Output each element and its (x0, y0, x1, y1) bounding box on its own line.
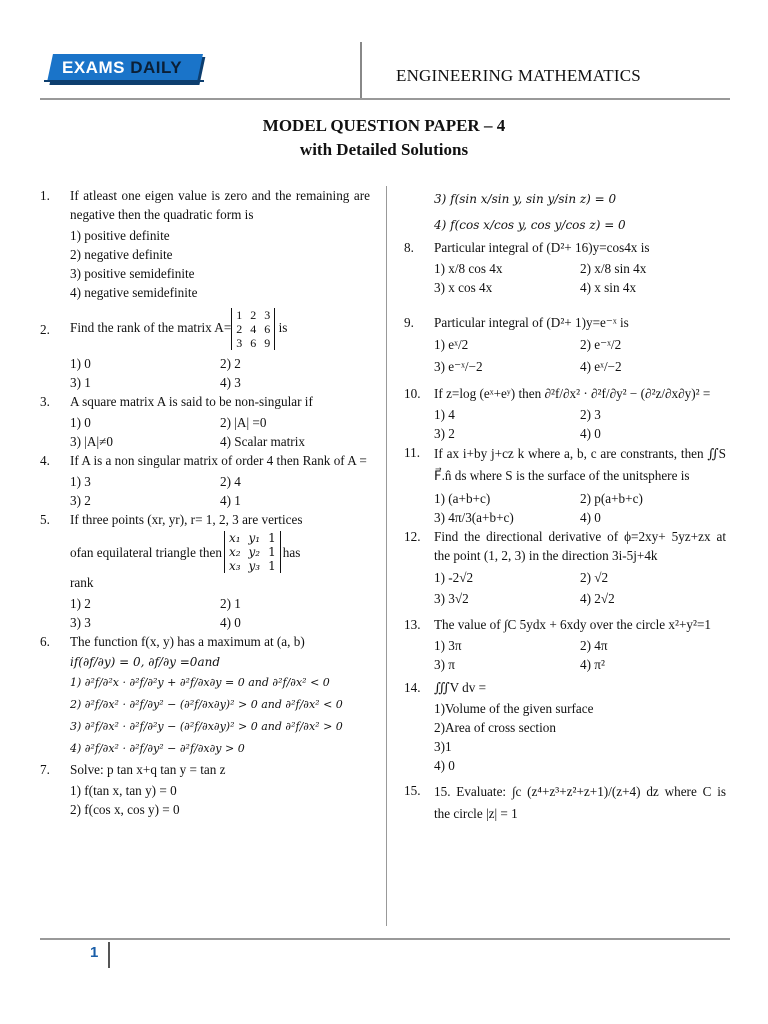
q6-option-2: 2) ∂²f/∂x² · ∂²f/∂y² − (∂²f/∂x∂y)² > 0 and ∂²f/∂x² < 0 (70, 698, 343, 711)
q1-option-1: 1) positive definite (70, 228, 170, 243)
q4-options: 1) 3 2) 4 3) 2 4) 1 (70, 474, 241, 508)
question-6: 6. The function f(x, y) has a maximum at (a, b) (40, 634, 305, 649)
q6-condition: if(∂f/∂y) = 0, ∂f/∂y =0and (70, 655, 221, 669)
page-number: 1 (90, 944, 99, 961)
column-divider (386, 186, 387, 926)
question-15: 15. 15. Evaluate: ∫c (z⁴+z³+z²+z+1)/(z+4) dz where C is the circle |z| = 1 (404, 783, 726, 821)
question-1: 1. If atleast one eigen value is zero and the remaining are negative then the quadratic form is (40, 188, 370, 222)
question-3: 3. A square matrix A is said to be non-singular if (40, 394, 313, 409)
q8-options: 1) x/8 cos 4x 2) x/8 sin 4x 3) x cos 4x 4) x sin 4x (434, 261, 647, 295)
logo-exams-text: EXAMS (62, 58, 125, 77)
q10-options: 1) 4 2) 3 3) 2 4) 0 (434, 407, 601, 441)
question-10: 10. If z=log (eˣ+eʸ) then ∂²f/∂x² · ∂²f/∂y² − (∂²z/∂x∂y)² = (404, 386, 711, 401)
q12-options: 1) -2√2 2) √2 3) 3√2 4) 2√2 (434, 570, 615, 606)
q14-option-1: 1)Volume of the given surface (434, 701, 594, 716)
paper-subtitle: with Detailed Solutions (299, 140, 469, 159)
question-12: 12. Find the directional derivative of ϕ=2xy+ 5yz+zx at the point (1, 2, 3) in the direction 3i-5j+4k (404, 529, 726, 563)
header-rule (40, 98, 730, 100)
question-7: 7. Solve: p tan x+q tan y = tan z (40, 762, 226, 777)
q3-options: 1) 0 2) |A| =0 3) |A|≠0 4) Scalar matrix (70, 415, 305, 449)
question-14: 14. ∭V dv = (404, 680, 487, 695)
question-13: 13. The value of ∫C 5ydx + 6xdy over the circle x²+y²=1 (404, 617, 711, 632)
q1-option-2: 2) negative definite (70, 247, 173, 262)
q6-option-3: 3) ∂²f/∂x² · ∂²f/∂²y − (∂²f/∂x∂y)² > 0 and ∂²f/∂x² > 0 (70, 720, 343, 733)
q14-option-4: 4) 0 (434, 758, 455, 773)
q14-option-2: 2)Area of cross section (434, 720, 556, 735)
q7-option-3: 3) f(sin x/sin y, sin y/sin z) = 0 (434, 192, 617, 206)
q7-option-4: 4) f(cos x/cos y, cos y/cos z) = 0 (434, 218, 626, 232)
paper-title: MODEL QUESTION PAPER – 4 (262, 116, 506, 135)
q7-option-2: 2) f(cos x, cos y) = 0 (70, 802, 180, 817)
question-11: 11. If ax i+by j+cz k where a, b, c are constrants, then ∬S F⃗.n̂ ds where S is the surface of the unitsphere is (404, 445, 726, 483)
footer-rule (40, 938, 730, 940)
logo-daily-text: DAILY (130, 58, 183, 77)
q1-option-3: 3) positive semidefinite (70, 266, 195, 281)
matrix-a: 1 2 3 2 4 6 3 6 9 (231, 308, 275, 350)
header-divider (360, 42, 362, 98)
question-9: 9. Particular integral of (D²+ 1)y=e⁻ˣ is (404, 315, 629, 330)
q11-options: 1) (a+b+c) 2) p(a+b+c) 3) 4π/3(a+b+c) 4) 0 (434, 491, 643, 525)
q1-option-4: 4) negative semidefinite (70, 285, 198, 300)
q6-option-4: 4) ∂²f/∂x² · ∂²f/∂y² − ∂²f/∂x∂y > 0 (70, 742, 245, 755)
q14-option-3: 3)1 (434, 739, 452, 754)
subject-title: ENGINEERING MATHEMATICS (396, 66, 641, 85)
left-column (40, 186, 370, 819)
question-2: 2. Find the rank of the matrix A=1 2 3 2 4 6 3 6 9 is (40, 308, 288, 350)
page-number-bar (108, 942, 110, 968)
q5-options: 1) 2 2) 1 3) 3 4) 0 (70, 596, 241, 630)
q7-option-1: 1) f(tan x, tan y) = 0 (70, 783, 177, 798)
right-column (404, 186, 726, 827)
exams-daily-logo (40, 50, 210, 84)
q13-options: 1) 3π 2) 4π 3) π 4) π² (434, 638, 608, 672)
question-5: 5. If three points (xr, yr), r= 1, 2, 3 are vertices ofan equilateral triangle then x₁ y₁ 1 x₂ y₂ 1 x₃ y₃ 1 has rank (40, 512, 303, 590)
q2-options: 1) 0 2) 2 3) 1 4) 3 (70, 356, 241, 390)
vertex-matrix: x₁ y₁ 1 x₂ y₂ 1 x₃ y₃ 1 (224, 531, 281, 573)
question-8: 8. Particular integral of (D²+ 16)y=cos4x is (404, 240, 650, 255)
q6-option-1: 1) ∂²f/∂²x · ∂²f/∂²y + ∂²f/∂x∂y = 0 and ∂²f/∂x² < 0 (70, 676, 330, 689)
q9-options: 1) eˣ/2 2) e⁻ˣ/2 3) e⁻ˣ/−2 4) eˣ/−2 (434, 337, 622, 374)
question-4: 4. If A is a non singular matrix of order 4 then Rank of A = (40, 453, 367, 468)
